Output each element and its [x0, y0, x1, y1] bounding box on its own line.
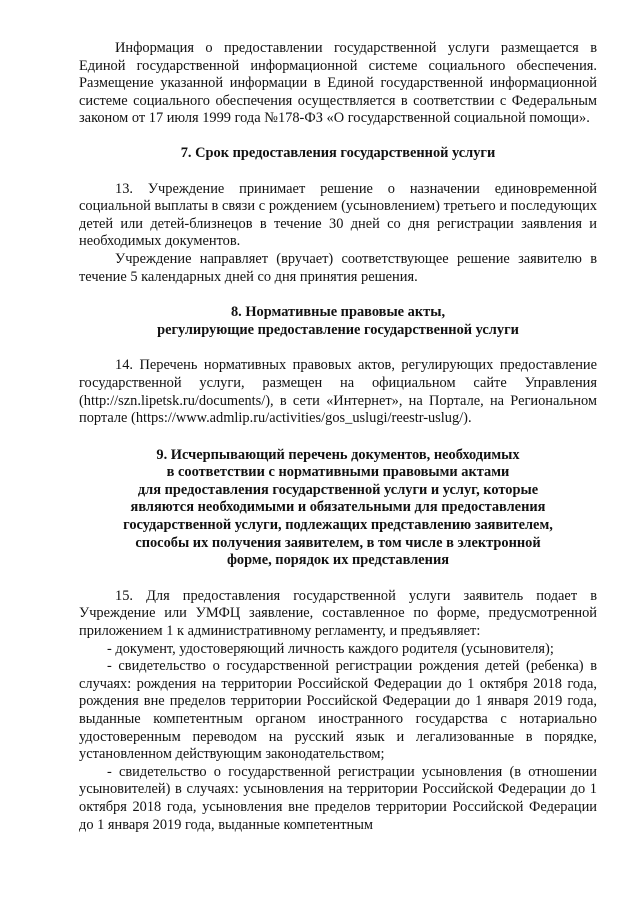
list-item-adoption-certificate: - свидетельство о государственной регистрации усыновления (в отношении усыновителей) в случаях: усыновления на территории Российской Федерации до 1 октября 2018 года, усыновления вне пределов территории Российской Федерации до 1 января 2019 года, выданные компетентным: [79, 763, 597, 833]
section-8-heading-line-1: 8. Нормативные правовые акты,: [230, 304, 446, 321]
paragraph-15: 15. Для предоставления государственной услуги заявитель подает в Учреждение или УМФЦ заявление, составленное по форме, предусмотренной приложением 1 к административному регламенту, и предъявляет:: [79, 587, 597, 640]
section-9-heading-line: способы их получения заявителем, в том числе в электронной: [135, 534, 541, 551]
paragraph-13: 13. Учреждение принимает решение о назначении единовременной социальной выплаты в связи с рождением (усыновлением) третьего и последующих детей или детей-близнецов в течение 30 дней со дня регистрации заявления и необходимых документов.: [79, 180, 597, 250]
section-9-heading-line: для предоставления государственной услуги и услуг, которые: [137, 481, 539, 498]
section-9-heading-line: форме, порядок их представления: [226, 552, 450, 569]
section-9-heading-line: 9. Исчерпывающий перечень документов, необходимых: [156, 446, 520, 463]
list-item-birth-certificate: - свидетельство о государственной регистрации рождения детей (ребенка) в случаях: рождения на территории Российской Федерации до 1 октября 2018 года, рождения вне пределов территории Российской Федерации до 1 января 2019 года, выданные компетентным органом иностранного государства с нотариально удостоверенным переводом на русский язык и легализованные в порядке, установленном действующим законодательством;: [79, 658, 597, 763]
section-9-heading-line: являются необходимыми и обязательными для предоставления: [130, 499, 546, 516]
section-7-heading: 7. Срок предоставления государственной услуги: [180, 144, 496, 161]
section-9-heading-line: в соответствии с нормативными правовыми актами: [166, 464, 510, 481]
section-8-heading-line-2: регулирующие предоставление государственной услуги: [157, 321, 519, 338]
intro-paragraph: Информация о предоставлении государственной услуги размещается в Единой государственной информационной системе социального обеспечения. Размещение указанной информации в Единой государственной информационной системе социального обеспечения осуществляется в соответствии с Федеральным законом от 17 июля 1999 года №178-ФЗ «О государственной социальной помощи».: [79, 40, 597, 127]
document-page: [79, 40, 597, 834]
paragraph-14: 14. Перечень нормативных правовых актов, регулирующих предоставление государственной услуги, размещен на официальном сайте Управления (http://szn.lipetsk.ru/documents/), в сети «Интернет», на Портале, на Региональном портале (https://www.admlip.ru/activities/gos_uslugi/reestr-uslug/).: [79, 357, 597, 427]
section-9-heading: [79, 447, 597, 570]
list-item-identity-document: - документ, удостоверяющий личность каждого родителя (усыновителя);: [107, 640, 554, 657]
paragraph-13-decision: Учреждение направляет (вручает) соответствующее решение заявителю в течение 5 календарных дней со дня принятия решения.: [79, 250, 597, 285]
section-9-heading-line: государственной услуги, подлежащих представлению заявителем,: [123, 517, 553, 534]
